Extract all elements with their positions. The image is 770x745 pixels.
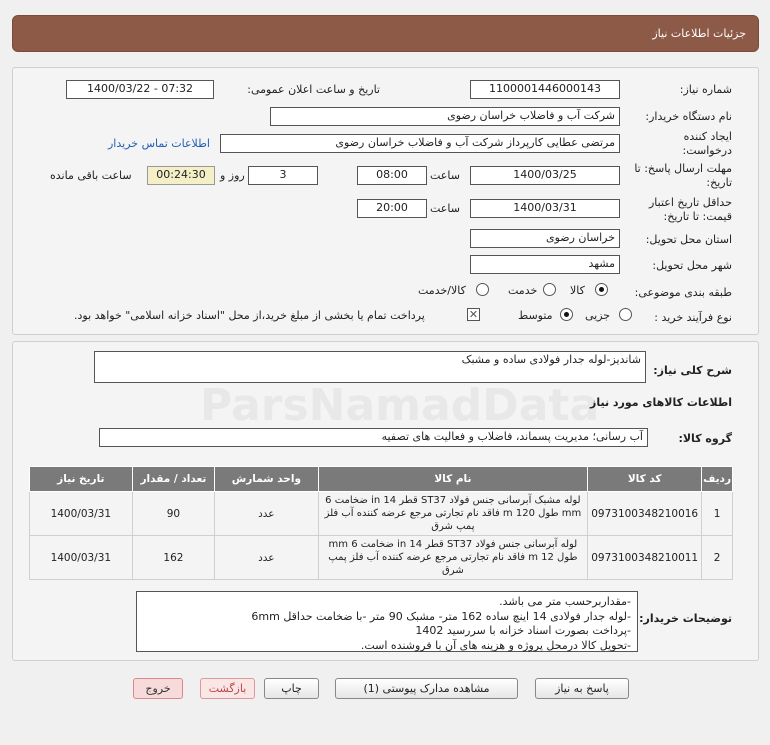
city-field: مشهد — [470, 255, 620, 274]
buyer-note-line: -پرداخت بصورت اسناد خزانه با سررسید 1402 — [415, 624, 631, 637]
creator-field: مرتضی عطایی کارپرداز شرکت آب و فاضلاب خراسان رضوی — [220, 134, 620, 153]
category-radio-both[interactable] — [476, 283, 489, 296]
need-number-label: شماره نیاز: — [679, 83, 732, 96]
buyer-note-line: -تحویل کالا درمحل پروژه و هزینه های آن با فروشنده است. — [360, 638, 631, 652]
goods-group-label: گروه کالا: — [678, 432, 732, 445]
col-header-code: کد کالا — [588, 467, 702, 492]
goods-section-title: اطلاعات کالاهای مورد نیاز — [590, 396, 732, 409]
buyer-notes-label: توضیحات خریدار: — [639, 612, 732, 625]
deadline-time-label: ساعت — [430, 169, 460, 182]
table-row — [30, 492, 733, 536]
announce-label: تاریخ و ساعت اعلان عمومی: — [247, 83, 380, 96]
city-label: شهر محل تحویل: — [652, 259, 732, 272]
view-attachments-button[interactable]: مشاهده مدارک پیوستی (1) — [335, 678, 518, 699]
process-radio-minor[interactable] — [619, 308, 632, 321]
deadline-label: مهلت ارسال پاسخ: تا تاریخ: — [634, 162, 732, 189]
buyer-org-field: شرکت آب و فاضلاب خراسان رضوی — [270, 107, 620, 126]
category-option-both: کالا/خدمت — [418, 284, 466, 297]
reply-button[interactable]: پاسخ به نیاز — [535, 678, 629, 699]
province-label: استان محل تحویل: — [645, 233, 732, 246]
cell-unit: عدد — [215, 536, 318, 580]
deadline-time-field: 08:00 — [357, 166, 427, 185]
summary-label: شرح کلی نیاز: — [653, 364, 732, 377]
validity-time-label: ساعت — [430, 202, 460, 215]
treasury-payment-note: پرداخت تمام یا بخشی از مبلغ خرید،از محل "اسناد خزانه اسلامی" خواهد بود. — [74, 309, 425, 322]
remaining-time-field: 00:24:30 — [147, 166, 215, 185]
need-number-field: 1100001446000143 — [470, 80, 620, 99]
buyer-org-label: نام دستگاه خریدار: — [645, 110, 732, 123]
goods-table — [29, 466, 733, 580]
process-option-minor: جزیی — [585, 309, 611, 322]
validity-date-field: 1400/03/31 — [470, 199, 620, 218]
category-radio-goods[interactable] — [595, 283, 608, 296]
days-label: روز و — [220, 169, 245, 182]
cell-row: 1 — [702, 492, 733, 536]
validity-label: حداقل تاریخ اعتبار قیمت: تا تاریخ: — [648, 196, 732, 223]
process-option-medium: متوسط — [518, 309, 553, 322]
cell-unit: عدد — [215, 492, 318, 536]
col-header-unit: واحد شمارش — [215, 467, 318, 492]
goods-group-field: آب رسانی؛ مدیریت پسماند، فاضلاب و فعالیت های تصفیه — [99, 428, 648, 447]
cell-row: 2 — [702, 536, 733, 580]
process-label: نوع فرآیند خرید : — [654, 311, 732, 324]
cell-qty: 162 — [132, 536, 214, 580]
cell-name: لوله مشبک آبرسانی جنس فولاد ST37 قطر 14 in ضخامت 6 mm طول 120 m فاقد نام تجارتی مرجع عرضه کننده آب فلز پمپ شرق — [318, 492, 588, 536]
announce-field: 1400/03/22 - 07:32 — [66, 80, 214, 99]
deadline-date-field: 1400/03/25 — [470, 166, 620, 185]
page-header — [12, 15, 759, 52]
col-header-name: نام کالا — [318, 467, 588, 492]
validity-time-field: 20:00 — [357, 199, 427, 218]
province-field: خراسان رضوی — [470, 229, 620, 248]
remaining-label: ساعت باقی مانده — [50, 169, 132, 182]
cell-code: 0973100348210016 — [588, 492, 702, 536]
col-header-date: تاریخ نیاز — [30, 467, 133, 492]
creator-label: ایجاد کننده درخواست: — [682, 130, 732, 157]
summary-field: شاندیز-لوله جدار فولادی ساده و مشبک — [94, 351, 646, 383]
buyer-note-line: -مقداربرحسب متر می باشد. — [499, 595, 631, 608]
category-radio-service[interactable] — [543, 283, 556, 296]
buyer-notes-box — [136, 591, 638, 652]
cell-date: 1400/03/31 — [30, 536, 133, 580]
category-label: طبقه بندی موضوعی: — [634, 286, 732, 299]
col-header-row: ردیف — [702, 467, 733, 492]
cell-qty: 90 — [132, 492, 214, 536]
buyer-contact-link[interactable]: اطلاعات تماس خریدار — [108, 137, 210, 150]
back-button[interactable]: بازگشت — [200, 678, 255, 699]
buyer-note-line: -لوله جدار فولادی 14 اینچ ساده 162 متر- مشبک 90 متر -با ضخامت حداقل 6mm — [251, 609, 631, 623]
exit-button[interactable]: خروج — [133, 678, 183, 699]
cell-code: 0973100348210011 — [588, 536, 702, 580]
days-field: 3 — [248, 166, 318, 185]
page-title: جزئیات اطلاعات نیاز — [652, 27, 746, 40]
print-button[interactable]: چاپ — [264, 678, 319, 699]
category-option-goods: کالا — [570, 284, 585, 297]
col-header-qty: تعداد / مقدار — [132, 467, 214, 492]
cell-name: لوله آبرسانی جنس فولاد ST37 قطر 14 in ضخامت 6 mm طول 12 m فاقد نام تجارتی مرجع عرضه کننده آب فلز پمپ شرق — [318, 536, 588, 580]
category-option-service: خدمت — [508, 284, 538, 297]
process-radio-medium[interactable] — [560, 308, 573, 321]
table-row — [30, 536, 733, 580]
treasury-payment-checkbox[interactable]: ✕ — [468, 308, 479, 321]
cell-date: 1400/03/31 — [30, 492, 133, 536]
